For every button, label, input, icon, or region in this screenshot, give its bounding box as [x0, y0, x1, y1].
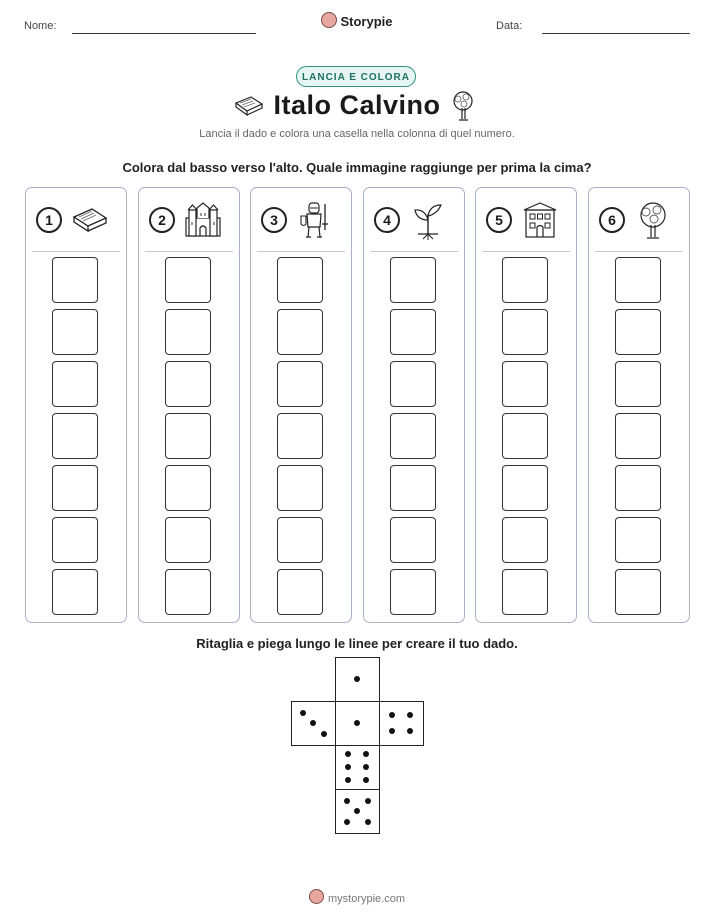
color-box[interactable]	[502, 413, 548, 459]
color-box[interactable]	[502, 465, 548, 511]
knight-icon	[295, 200, 335, 240]
color-box[interactable]	[615, 569, 661, 615]
column-4	[363, 187, 465, 623]
column-5	[475, 187, 577, 623]
bear-logo-icon	[309, 889, 324, 904]
subtitle: Lancia il dado e colora una casella nella colonna di quel numero.	[199, 128, 515, 140]
date-line	[542, 33, 690, 34]
color-box[interactable]	[502, 309, 548, 355]
color-box[interactable]	[615, 465, 661, 511]
column-number: 1	[36, 207, 62, 233]
dice-face-1	[335, 701, 380, 746]
dice-pip	[344, 798, 350, 804]
dice-pip	[407, 712, 413, 718]
color-box[interactable]	[390, 517, 436, 563]
bear-logo-icon	[321, 12, 337, 28]
dice-face-1	[335, 657, 380, 702]
color-box[interactable]	[615, 413, 661, 459]
date-label: Data:	[496, 20, 523, 32]
color-box[interactable]	[165, 361, 211, 407]
brand-name: Storypie	[340, 14, 393, 29]
dice-pip	[363, 764, 369, 770]
footer-url: mystorypie.com	[327, 893, 406, 905]
color-box[interactable]	[165, 569, 211, 615]
activity-badge: LANCIA E COLORA	[296, 66, 416, 87]
color-box[interactable]	[390, 361, 436, 407]
column-number: 2	[149, 207, 175, 233]
column-2	[138, 187, 240, 623]
color-box[interactable]	[615, 257, 661, 303]
color-box[interactable]	[165, 517, 211, 563]
footer	[0, 889, 714, 905]
color-box[interactable]	[52, 465, 98, 511]
book-icon	[70, 200, 110, 240]
color-box[interactable]	[165, 413, 211, 459]
color-box[interactable]	[502, 569, 548, 615]
color-box[interactable]	[277, 257, 323, 303]
color-box[interactable]	[52, 309, 98, 355]
color-box[interactable]	[52, 413, 98, 459]
color-box[interactable]	[502, 361, 548, 407]
color-box[interactable]	[390, 309, 436, 355]
color-box[interactable]	[277, 413, 323, 459]
dice-pip	[389, 728, 395, 734]
color-box[interactable]	[277, 465, 323, 511]
color-box[interactable]	[165, 309, 211, 355]
name-line	[72, 33, 256, 34]
coloring-instruction: Colora dal basso verso l'alto. Quale immagine raggiunge per prima la cima?	[122, 160, 592, 175]
dice-pip	[300, 710, 306, 716]
page-title: Italo Calvino	[273, 90, 441, 120]
column-number: 6	[599, 207, 625, 233]
color-box[interactable]	[615, 517, 661, 563]
dice-pip	[354, 676, 360, 682]
color-box[interactable]	[390, 569, 436, 615]
color-box[interactable]	[165, 465, 211, 511]
column-6	[588, 187, 690, 623]
dice-pip	[354, 720, 360, 726]
color-box[interactable]	[390, 413, 436, 459]
name-label: Nome:	[24, 20, 57, 32]
dice-pip	[345, 764, 351, 770]
color-box[interactable]	[390, 257, 436, 303]
column-divider	[482, 251, 570, 252]
dice-pip	[365, 819, 371, 825]
dice-pip	[321, 731, 327, 737]
dice-pip	[354, 808, 360, 814]
color-box[interactable]	[277, 361, 323, 407]
dice-pip	[344, 819, 350, 825]
tree-icon	[449, 90, 477, 122]
color-box[interactable]	[615, 361, 661, 407]
dice-face-5	[335, 789, 380, 834]
column-divider	[370, 251, 458, 252]
column-number: 4	[374, 207, 400, 233]
color-box[interactable]	[52, 361, 98, 407]
color-box[interactable]	[277, 517, 323, 563]
column-3	[250, 187, 352, 623]
column-divider	[145, 251, 233, 252]
color-box[interactable]	[52, 257, 98, 303]
color-box[interactable]	[277, 309, 323, 355]
castle-icon	[183, 200, 223, 240]
dice-face-3	[291, 701, 336, 746]
color-box[interactable]	[52, 517, 98, 563]
dice-pip	[310, 720, 316, 726]
column-divider	[32, 251, 120, 252]
dice-pip	[363, 751, 369, 757]
color-box[interactable]	[390, 465, 436, 511]
dice-pip	[345, 777, 351, 783]
color-box[interactable]	[615, 309, 661, 355]
column-1	[25, 187, 127, 623]
dice-instruction: Ritaglia e piega lungo le linee per creare il tuo dado.	[196, 636, 518, 651]
column-number: 5	[486, 207, 512, 233]
color-box[interactable]	[502, 517, 548, 563]
dice-pip	[363, 777, 369, 783]
dice-pip	[407, 728, 413, 734]
dice-pip	[389, 712, 395, 718]
dice-pip	[345, 751, 351, 757]
dice-pip	[365, 798, 371, 804]
column-divider	[595, 251, 683, 252]
column-number: 3	[261, 207, 287, 233]
color-box[interactable]	[165, 257, 211, 303]
dice-face-4	[379, 701, 424, 746]
brand-logo	[0, 12, 714, 29]
tree-icon	[633, 200, 673, 240]
dice-face-6	[335, 745, 380, 790]
color-box[interactable]	[502, 257, 548, 303]
color-box[interactable]	[52, 569, 98, 615]
column-divider	[257, 251, 345, 252]
color-box[interactable]	[277, 569, 323, 615]
sprout-icon	[408, 200, 448, 240]
building-icon	[520, 200, 560, 240]
